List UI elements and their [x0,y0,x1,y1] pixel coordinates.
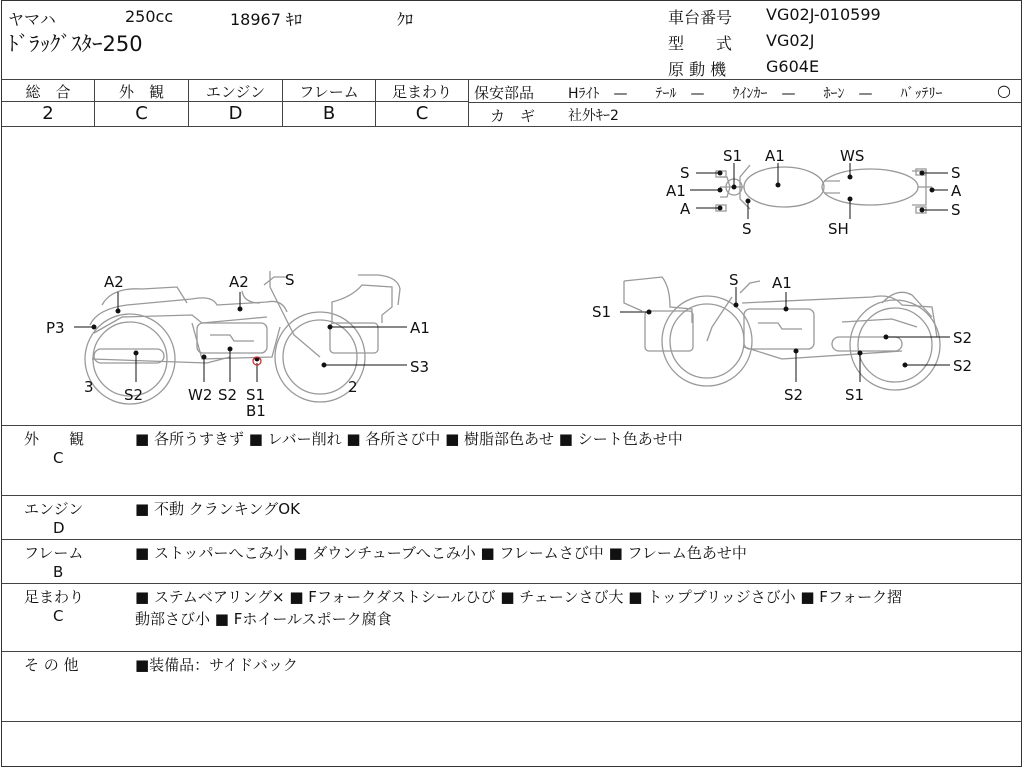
divider [2,539,1021,540]
diagram-label: S2 [218,386,238,404]
diagram-label: A1 [410,319,430,337]
divider [2,583,1021,584]
remark-line: 動部さび小 ■ Fホイールスポーク腐食 [135,610,392,628]
diagram-label: A [680,200,691,218]
frame-no-label: 車台番号 [668,8,733,27]
remark-title: そ の 他 [24,656,79,674]
grade-exterior: C [135,103,148,124]
remark-title: エンジン [24,500,84,518]
divider [2,495,1021,496]
diagram-label: P3 [46,319,65,337]
remark-grade: C [53,449,64,467]
remark-grade: C [53,607,64,625]
displacement: 250cc [125,7,174,26]
diagram-label: S3 [410,358,430,376]
diagram-label: 3 [84,378,94,396]
diagram-label: B1 [246,402,266,420]
key-label: カ ギ [490,107,536,125]
grade-header-engine: エンジン [205,83,266,101]
diagram-label: S2 [953,329,973,347]
diagram-label: S [951,164,961,182]
diagram-label: S1 [246,386,266,404]
remark-line: ■ ステムベアリング× ■ Fフォークダストシールひび ■ チェーンさび大 ■ トップブリッジさび小 ■ Fフォーク摺 [135,588,903,606]
remark-line: ■装備品：サイドバック [135,656,298,674]
diagram-label: S [680,164,690,182]
remark-title: 足まわり [24,588,85,606]
model-code-label: 型 式 [668,34,733,53]
grade-header-frame: フレーム [299,83,359,101]
grade-overall: 2 [42,103,54,124]
diagram-label: WS [840,147,865,165]
model-code: VG02J [766,31,815,50]
diagram-label: SH [828,220,849,238]
diagram-label: S1 [592,303,612,321]
grade-header-overall: 総 合 [25,83,71,101]
damage-diagram [2,127,1021,425]
key-value: 社外ｷｰ2 [568,108,619,124]
safety-items: Hﾗｲﾄ — ﾃｰﾙ — ｳｲﾝｶｰ — ﾎｰﾝ — ﾊﾞｯﾃﾘｰ [568,86,943,102]
engine-code: G604E [766,57,820,76]
diagram-label: S [285,271,295,289]
diagram-label: S [951,201,961,219]
remark-title: フレーム [24,544,84,562]
maker: ヤマハ [8,10,56,29]
grade-frame: B [322,103,336,124]
grade-suspension: C [415,103,429,124]
model-name: ﾄﾞﾗｯｸﾞｽﾀｰ250 [8,32,143,56]
remark-line: ■ ストッパーへこみ小 ■ ダウンチューブへこみ小 ■ フレームさび中 ■ フレーム色あせ中 [135,544,747,562]
diagram-label: S2 [124,386,144,404]
remark-line: ■ 各所うすきず ■ レバー削れ ■ 各所さび中 ■ 樹脂部色あせ ■ シート色あせ中 [135,430,683,448]
right-side-motorcycle-icon [624,277,940,390]
diagram-label: S1 [723,147,743,165]
diagram-label: W2 [188,386,213,404]
diagram-label: S [729,271,739,289]
diagram-label: A1 [765,147,785,165]
diagram-label: A2 [104,273,124,291]
divider [2,79,1021,80]
diagram-label: S1 [845,386,865,404]
remark-line: ■ 不動 クランキングOK [135,500,300,518]
inspection-sheet [1,0,1022,767]
diagram-label: A1 [772,274,792,292]
grade-header-suspension: 足まわり [391,83,452,101]
diagram-label: A [951,182,962,200]
frame-no: VG02J-010599 [766,5,881,24]
diagram-label: A1 [666,182,686,200]
battery-mark: ○ [997,81,1011,100]
divider [2,651,1021,652]
diagram-label: S2 [953,357,973,375]
diagram-label: 2 [348,378,358,396]
remark-grade: D [53,519,65,537]
color: ｸﾛ [397,10,414,29]
grade-engine: D [228,103,243,124]
engine-label: 原 動 機 [668,60,727,79]
grade-header-exterior: 外 観 [118,83,164,101]
divider [2,721,1021,722]
diagram-label: S [742,220,752,238]
remark-grade: B [53,563,64,581]
remark-title: 外 観 [24,430,85,448]
safety-label: 保安部品 [474,84,535,102]
diagram-label: A2 [229,273,249,291]
diagram-label: S2 [784,386,804,404]
mileage: 18967 ｷﾛ [230,10,302,29]
